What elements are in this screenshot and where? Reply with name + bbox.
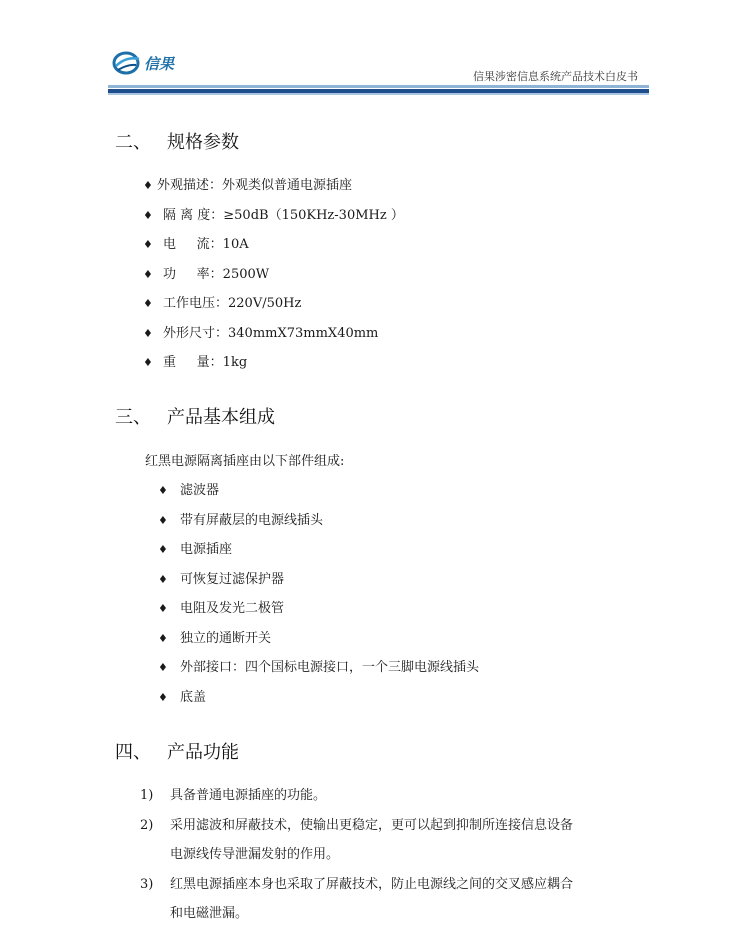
components-intro: 红黑电源隔离插座由以下部件组成:	[145, 454, 345, 469]
diamond-bullet-icon: ♦	[143, 238, 153, 251]
spec-label: 外形尺寸：	[163, 326, 229, 341]
component-item	[158, 479, 219, 498]
spec-label: 电 流：	[163, 237, 223, 252]
diamond-bullet-icon: ♦	[158, 661, 168, 674]
diamond-bullet-icon: ♦	[143, 268, 153, 281]
component-label: 电源插座	[180, 542, 233, 557]
diamond-bullet-icon: ♦	[158, 573, 168, 586]
spec-row	[143, 292, 301, 311]
section-title: 产品功能	[167, 742, 239, 763]
section-number: 三、	[115, 407, 151, 428]
spec-row	[143, 351, 247, 370]
spec-row	[143, 174, 352, 193]
component-item	[158, 597, 284, 616]
diamond-bullet-icon: ♦	[158, 691, 168, 704]
diamond-bullet-icon: ♦	[158, 632, 168, 645]
spec-value: 外观类似普通电源插座	[222, 178, 353, 193]
section-title: 规格参数	[167, 132, 239, 153]
spec-label: 功 率：	[163, 267, 223, 282]
component-item	[158, 568, 284, 587]
spec-value: 2500W	[222, 267, 270, 282]
diamond-bullet-icon: ♦	[158, 484, 168, 497]
spec-value: ≥50dB（150KHz-30MHz ）	[223, 208, 404, 223]
item-number: 3)	[140, 877, 154, 892]
spec-row	[143, 263, 269, 282]
function-item-continuation: 电源线传导泄漏发射的作用。	[170, 847, 340, 862]
page-header	[0, 0, 750, 100]
item-number: 1)	[140, 788, 154, 803]
spec-row	[143, 204, 404, 223]
function-item	[140, 873, 573, 892]
diamond-bullet-icon: ♦	[158, 514, 168, 527]
component-label: 可恢复过滤保护器	[180, 572, 285, 587]
section-heading-specs	[115, 128, 239, 154]
section-heading-components	[115, 403, 275, 429]
item-text: 采用滤波和屏蔽技术，使输出更稳定，更可以起到抑制所连接信息设备	[170, 818, 574, 833]
component-label: 滤波器	[180, 483, 220, 498]
item-text: 红黑电源插座本身也采取了屏蔽技术，防止电源线之间的交叉感应耦合	[170, 877, 574, 892]
spec-value: 10A	[222, 237, 249, 252]
item-text: 具备普通电源插座的功能。	[170, 788, 327, 803]
diamond-bullet-icon: ♦	[158, 543, 168, 556]
logo-text: 信果	[144, 54, 175, 73]
logo-swirl-icon	[112, 50, 142, 76]
diamond-bullet-icon: ♦	[143, 327, 153, 340]
spec-value: 1kg	[222, 355, 248, 370]
function-item-continuation: 和电磁泄漏。	[170, 906, 249, 921]
spec-label: 外观描述：	[157, 178, 223, 193]
component-item	[158, 686, 206, 705]
component-label: 带有屏蔽层的电源线插头	[180, 513, 324, 528]
company-logo	[112, 50, 174, 76]
spec-row	[143, 233, 249, 252]
component-item	[158, 627, 271, 646]
section-title: 产品基本组成	[167, 407, 275, 428]
section-heading-functions	[115, 738, 239, 764]
spec-value: 340mmX73mmX40mm	[228, 326, 379, 341]
spec-value: 220V/50Hz	[228, 296, 302, 311]
diamond-bullet-icon: ♦	[158, 602, 168, 615]
component-label: 电阻及发光二极管	[180, 601, 285, 616]
diamond-bullet-icon: ♦	[143, 179, 153, 192]
document-title: 信果涉密信息系统产品技术白皮书	[473, 70, 638, 83]
spec-label: 工作电压：	[163, 296, 229, 311]
diamond-bullet-icon: ♦	[143, 356, 153, 369]
item-number: 2)	[140, 818, 154, 833]
section-number: 四、	[115, 742, 151, 763]
component-label: 底盖	[180, 690, 207, 705]
component-item	[158, 509, 323, 528]
component-label: 外部接口：四个国标电源接口，一个三脚电源线插头	[180, 660, 480, 675]
spec-label: 重 量：	[163, 355, 223, 370]
section-number: 二、	[115, 132, 151, 153]
spec-label: 隔 离 度：	[163, 208, 224, 223]
component-item	[158, 538, 232, 557]
function-item	[140, 814, 573, 833]
component-label: 独立的通断开关	[180, 631, 272, 646]
component-item	[158, 656, 479, 675]
spec-row	[143, 322, 378, 341]
function-item	[140, 784, 326, 803]
header-divider	[108, 85, 649, 95]
diamond-bullet-icon: ♦	[143, 209, 153, 222]
diamond-bullet-icon: ♦	[143, 297, 153, 310]
